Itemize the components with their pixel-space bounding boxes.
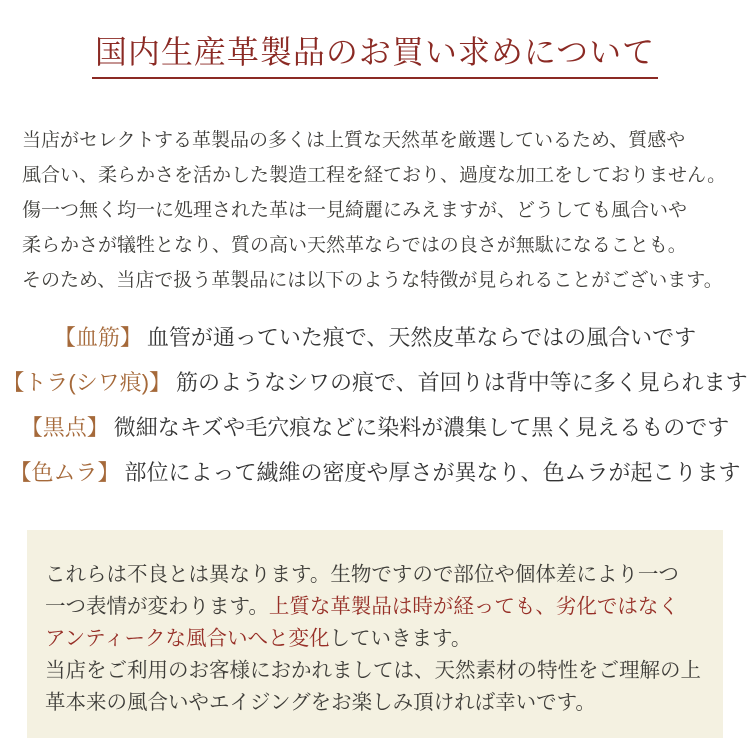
note-text-segment: 当店をご利用のお客様におかれましては、天然素材の特性をご理解の上 [45, 660, 701, 682]
note-text-segment: 革本来の風合いやエイジングをお楽しみ頂ければ幸いです。 [45, 692, 596, 714]
feature-item-chisuji [0, 315, 750, 360]
note-line-1 [45, 559, 705, 591]
note-text-segment: これらは不良とは異なります。生物ですので部位や個体差により一つ [45, 564, 679, 586]
intro-line-4: 柔らかさが犠牲となり、質の高い天然革ならではの良さが無駄になることも。 [22, 235, 687, 256]
feature-description-tora: 筋のようなシワの痕で、首回りは背中等に多く見られます [176, 370, 748, 395]
intro-paragraph [22, 123, 728, 298]
feature-item-iromura [0, 450, 750, 495]
note-box [27, 530, 723, 738]
feature-item-tora [0, 360, 750, 405]
feature-label-iromura: 【色ムラ】 [9, 460, 120, 485]
intro-line-5: そのため、当店で扱う革製品には以下のような特徴が見られることがございます。 [22, 270, 723, 291]
feature-description-chisuji: 血管が通っていた痕で、天然皮革ならではの風合いです [146, 325, 697, 350]
intro-line-3: 傷一つ無く均一に処理された革は一見綺麗にみえますが、どうしても風合いや [22, 200, 688, 221]
feature-label-tora: 【トラ(シワ痕)】 [2, 370, 172, 395]
feature-label-chisuji: 【血筋】 [53, 325, 142, 350]
feature-label-kokuten: 【黒点】 [20, 415, 109, 440]
note-line-4 [45, 655, 705, 687]
note-accent-segment: 上質な革製品は時が経っても、劣化ではなく [268, 596, 679, 618]
note-line-3 [45, 623, 705, 655]
feature-description-kokuten: 微細なキズや毛穴痕などに染料が濃集して黒く見えるものです [113, 415, 730, 440]
note-line-2 [45, 591, 705, 623]
note-text-segment: 一つ表情が変わります。 [45, 596, 269, 618]
feature-list [0, 315, 750, 495]
feature-item-kokuten [0, 405, 750, 450]
intro-line-2: 風合い、柔らかさを活かした製造工程を経ており、過度な加工をしておりません。 [22, 165, 727, 186]
page-title-text: 国内生産革製品のお買い求めについて [92, 27, 658, 79]
note-line-5 [45, 687, 705, 719]
page-title [0, 0, 750, 79]
feature-description-iromura: 部位によって繊維の密度や厚さが異なり、色ムラが起こります [124, 460, 741, 485]
intro-line-1: 当店がセレクトする革製品の多くは上質な天然革を厳選しているため、質感や [22, 130, 686, 151]
note-text-segment: していきます。 [329, 628, 472, 650]
note-accent-segment: アンティークな風合いへと変化 [45, 628, 330, 650]
